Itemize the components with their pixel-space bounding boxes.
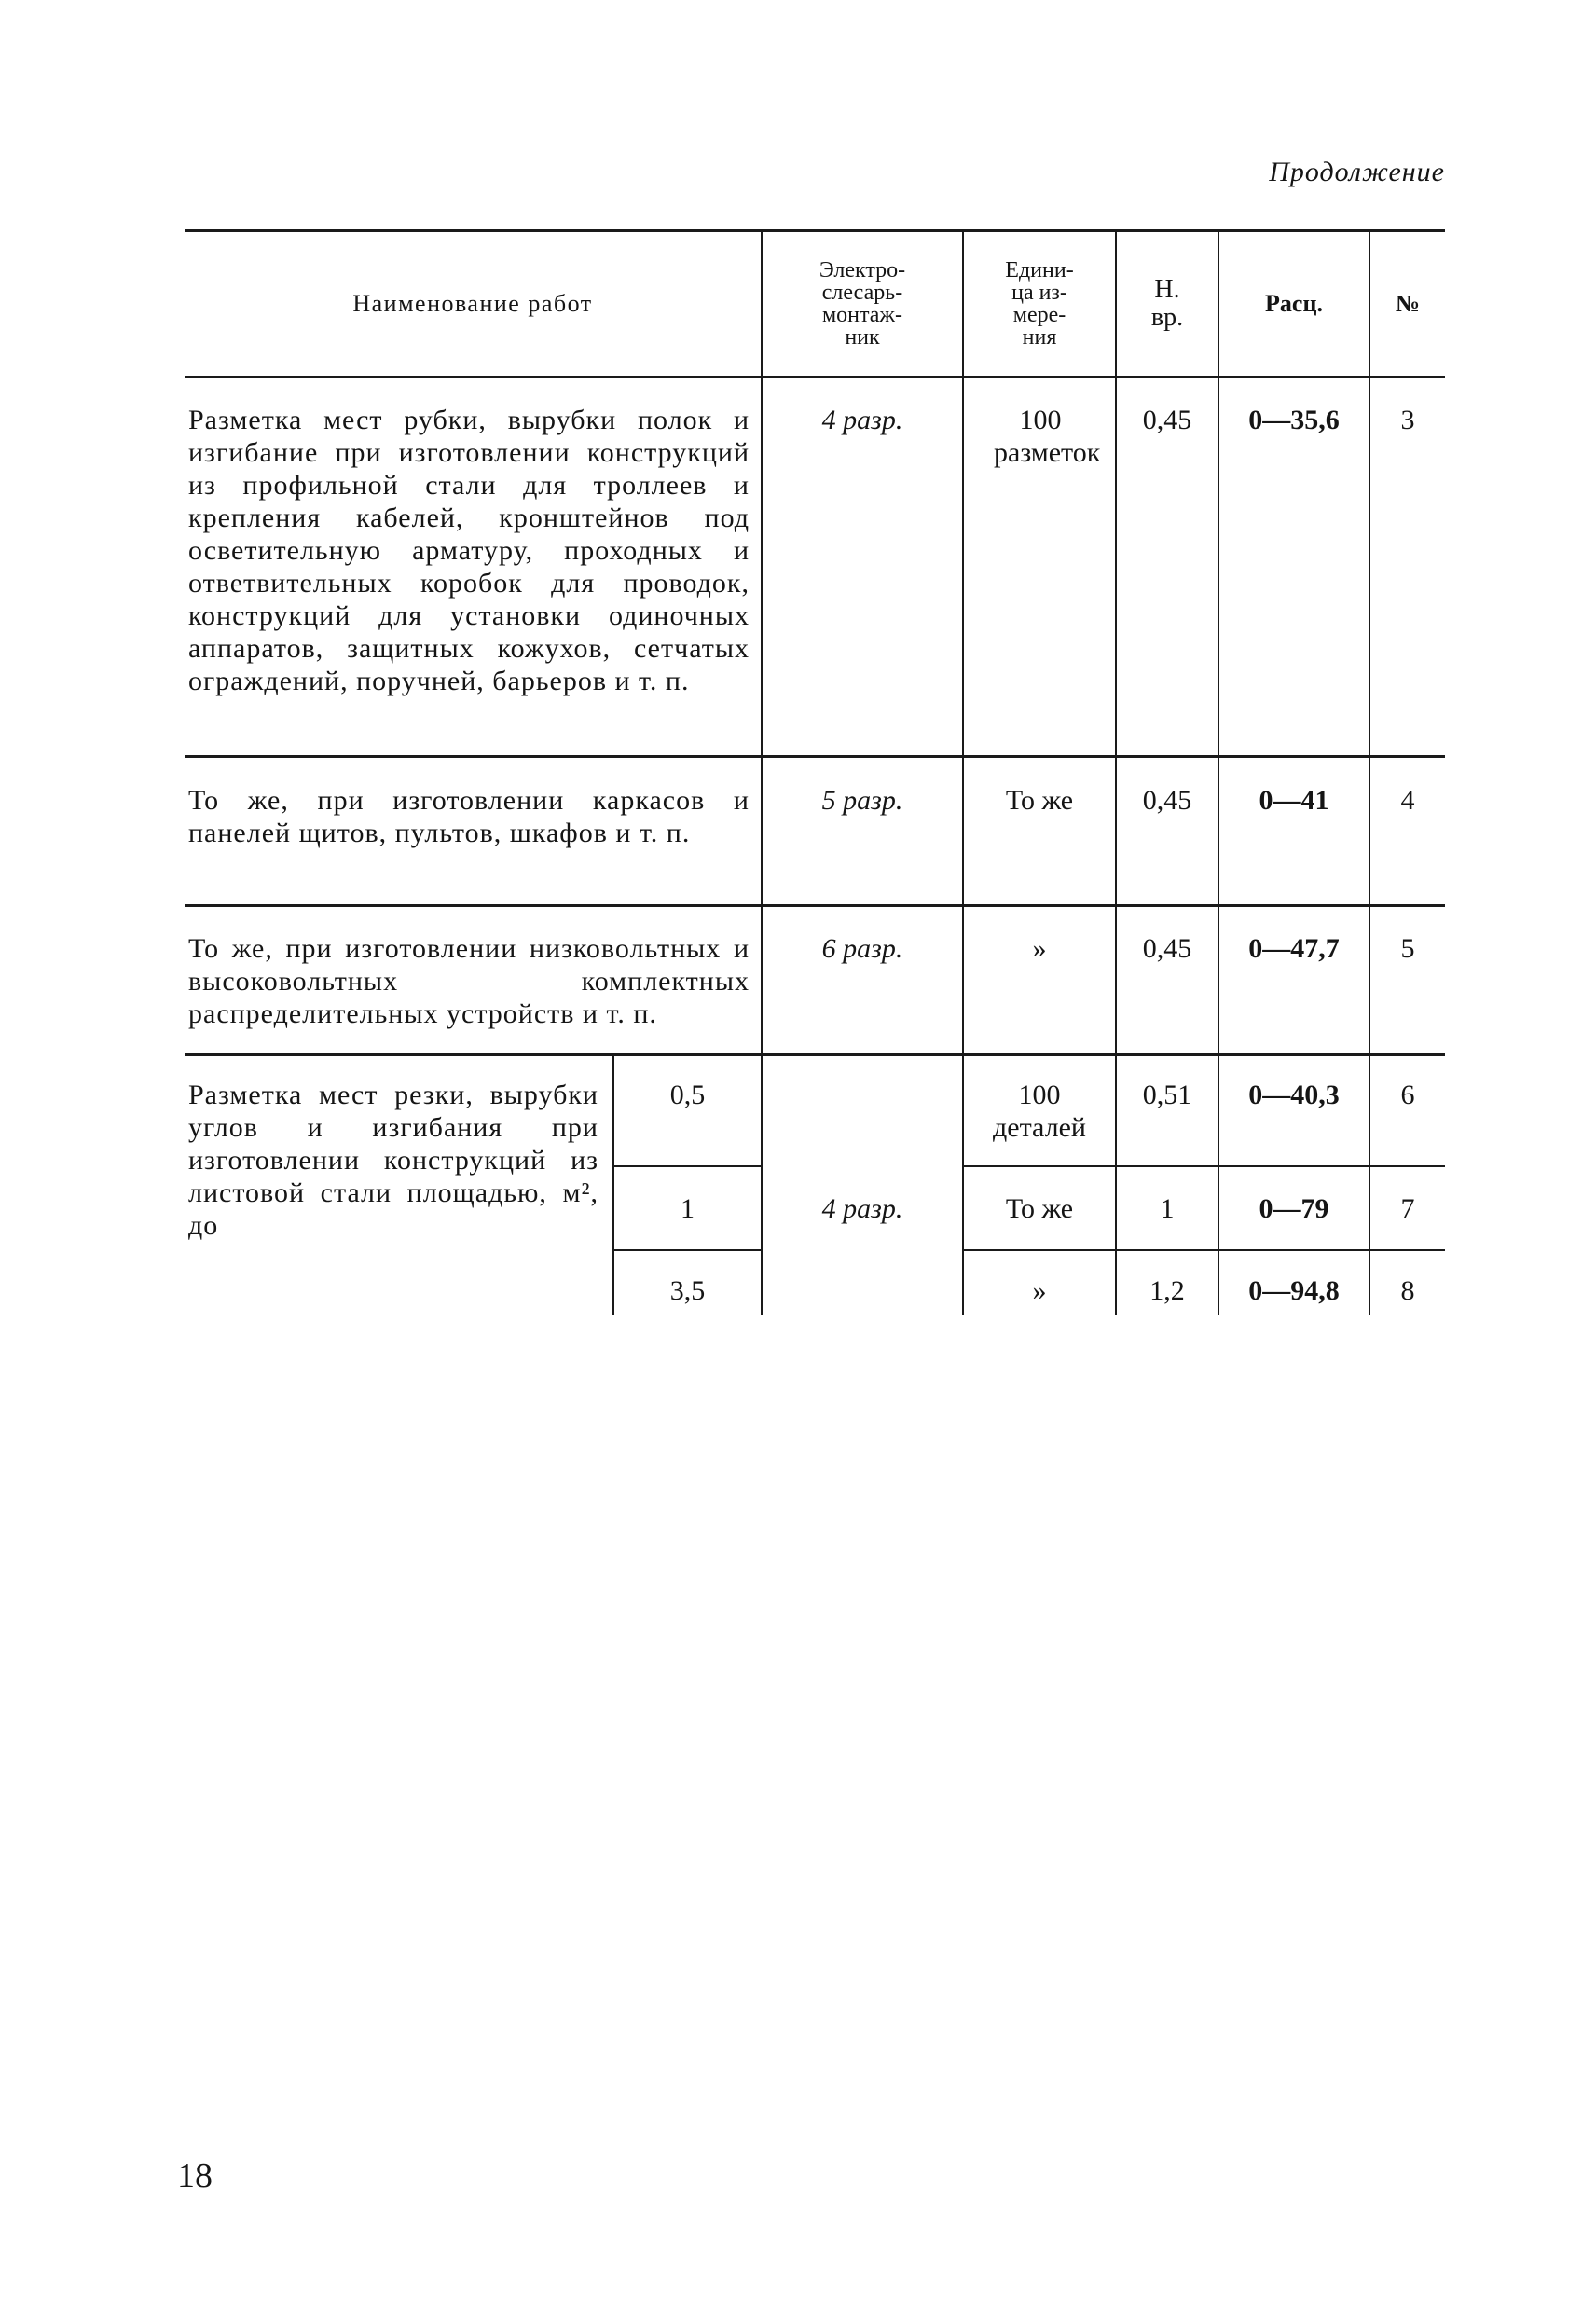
row-5-number: 5 xyxy=(1400,933,1415,964)
row-6-number: 6 xyxy=(1400,1080,1415,1110)
column-header-name: Наименование работ xyxy=(352,290,593,317)
col-divider-5 xyxy=(1369,229,1370,1315)
col-divider-2 xyxy=(962,229,964,1315)
group-description: Разметка мест резки, вырубки углов и изгибания при изготовлении конструкций из листовой стали площадью, м², до xyxy=(188,1080,598,1241)
row-5-rate: 0—47,7 xyxy=(1248,933,1340,964)
row-4-bottom-rule xyxy=(185,904,1445,907)
row-3-worker: 4 разр. xyxy=(821,405,903,435)
row-6-unit: 100 деталей xyxy=(993,1080,1086,1143)
subrow-1-rule-left xyxy=(612,1165,762,1167)
row-7-number: 7 xyxy=(1400,1193,1415,1224)
col-divider-4 xyxy=(1218,229,1219,1315)
row-7-norm: 1 xyxy=(1160,1193,1175,1224)
column-header-norm: Н. вр. xyxy=(1150,275,1184,332)
subrow-2-rule-right xyxy=(962,1249,1445,1251)
col-divider-3 xyxy=(1115,229,1117,1315)
subrow-2-rule-left xyxy=(612,1249,762,1251)
row-5-bottom-rule xyxy=(185,1053,1445,1056)
header-bottom-rule xyxy=(185,376,1445,378)
row-7-rate: 0—79 xyxy=(1259,1193,1329,1224)
row-3-norm: 0,45 xyxy=(1142,405,1192,435)
row-5-description: То же, при изготовлении низковольтных и высоковольтных комплектных распределительных устройств и т. п. xyxy=(188,933,750,1029)
row-8-unit: » xyxy=(1032,1275,1047,1306)
row-4-worker: 5 разр. xyxy=(821,785,903,816)
row-3-unit: 100 разметок xyxy=(994,405,1101,468)
row-4-number: 4 xyxy=(1400,785,1415,816)
row-8-number: 8 xyxy=(1400,1275,1415,1306)
column-header-worker: Электро- слесарь- монтаж- ник xyxy=(819,258,906,350)
row-8-size: 3,5 xyxy=(669,1275,706,1306)
row-7-unit: То же xyxy=(1005,1193,1074,1224)
col-divider-1 xyxy=(761,229,763,1315)
row-3-description: Разметка мест рубки, вырубки полок и изгибание при изготовлении конструкций из профильной стали для троллеев и крепления кабелей, кронштейнов под осветительную арматуру, проходных и ответвительных коробок для проводок, конструкций для установки одиночных аппаратов, защитных кожухов, сетчатых ограждений, поручней, барьеров и т. п. xyxy=(188,405,750,696)
row-4-rate: 0—41 xyxy=(1259,785,1329,816)
subrow-1-rule-right xyxy=(962,1165,1445,1167)
column-header-rate: Расц. xyxy=(1265,290,1323,317)
row-6-rate: 0—40,3 xyxy=(1248,1080,1340,1110)
row-4-description: То же, при изготовлении каркасов и панелей щитов, пультов, шкафов и т. п. xyxy=(188,785,750,848)
row-6-size: 0,5 xyxy=(669,1080,706,1110)
column-header-number: № xyxy=(1395,290,1421,317)
group-worker: 4 разр. xyxy=(821,1193,903,1224)
row-7-size: 1 xyxy=(681,1193,695,1224)
row-3-rate: 0—35,6 xyxy=(1248,405,1340,435)
continued-label: Продолжение xyxy=(1269,157,1445,187)
row-8-rate: 0—94,8 xyxy=(1248,1275,1340,1306)
row-5-worker: 6 разр. xyxy=(821,933,903,964)
page-number: 18 xyxy=(177,2156,213,2195)
row-5-unit: » xyxy=(1032,933,1047,964)
row-4-unit: То же xyxy=(1005,785,1074,816)
row-3-number: 3 xyxy=(1400,405,1415,435)
row-3-bottom-rule xyxy=(185,755,1445,758)
row-5-norm: 0,45 xyxy=(1142,933,1192,964)
row-6-norm: 0,51 xyxy=(1142,1080,1192,1110)
column-header-unit: Едини- ца из- мере- ния xyxy=(1005,258,1074,350)
row-4-norm: 0,45 xyxy=(1142,785,1192,816)
row-8-norm: 1,2 xyxy=(1149,1275,1185,1306)
